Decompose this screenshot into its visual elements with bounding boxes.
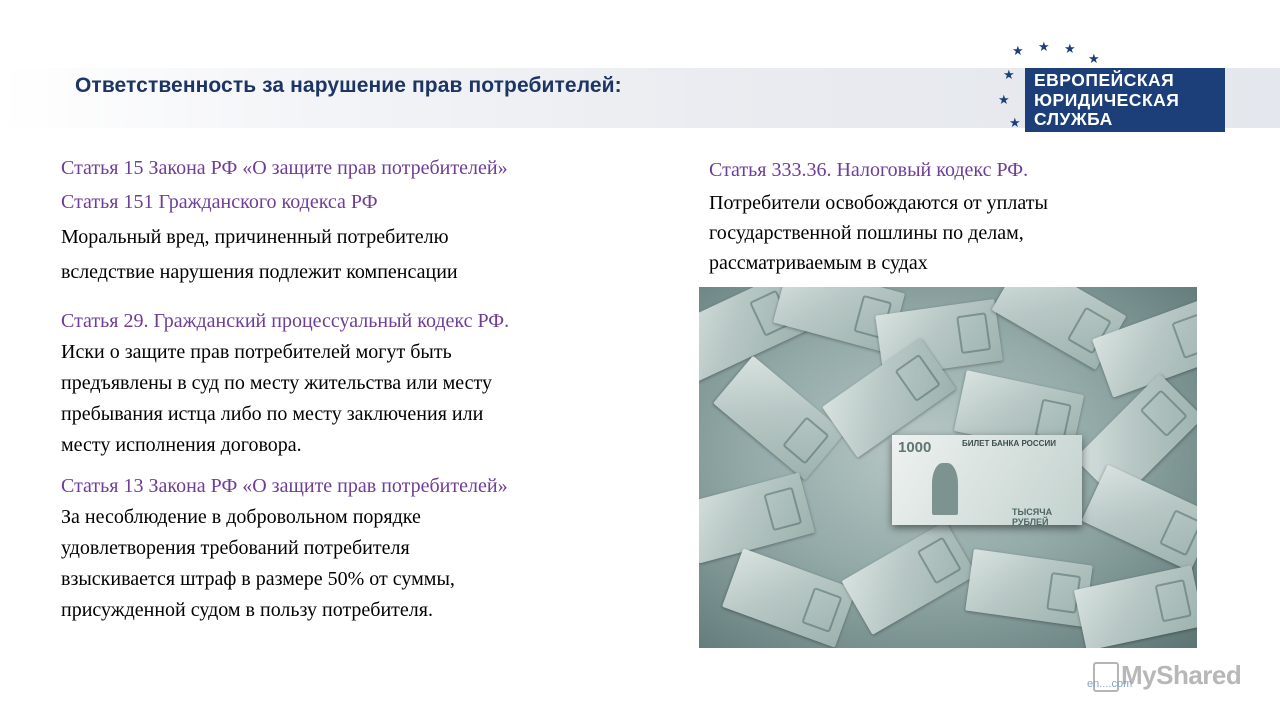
company-logo — [995, 40, 1225, 135]
banknote-bank: БИЛЕТ БАНКА РОССИИ — [962, 439, 1056, 448]
block2-heading: Статья 29. Гражданский процессуальный кодекс РФ. — [61, 310, 510, 332]
monument-icon — [932, 463, 958, 515]
banknote-denomination: 1000 — [898, 439, 932, 456]
banknote-image — [722, 548, 856, 647]
banknote-bottom-text: ТЫСЯЧА РУБЛЕЙ — [1012, 507, 1053, 527]
main-banknote — [892, 435, 1082, 525]
watermark-sub: en....com — [1087, 678, 1133, 690]
block2-body-line: Иски о защите прав потребителей могут быть — [61, 341, 452, 363]
block3-body-line: удовлетворения требований потребителя — [61, 537, 410, 559]
star-icon: ★ — [998, 92, 1010, 107]
block1-body-line: вследствие нарушения подлежит компенсации — [61, 261, 458, 283]
block1-heading2: Статья 151 Гражданского кодекса РФ — [61, 191, 378, 213]
block3-body-line: присужденной судом в пользу потребителя. — [61, 599, 433, 621]
banknotes-photo — [699, 287, 1197, 648]
block2-body-line: пребывания истца либо по месту заключения или — [61, 403, 484, 425]
star-icon: ★ — [1009, 115, 1021, 130]
block3-body-line: За несоблюдение в добровольном порядке — [61, 506, 421, 528]
star-icon: ★ — [1038, 39, 1050, 54]
right-body-line: государственной пошлины по делам, — [709, 222, 1024, 244]
logo-line: ЕВРОПЕЙСКАЯ — [1034, 70, 1175, 90]
block1-body-line: Моральный вред, причиненный потребителю — [61, 226, 449, 248]
block3-heading: Статья 13 Закона РФ «О защите прав потребителей» — [61, 475, 508, 497]
logo-line: СЛУЖБА — [1034, 109, 1113, 129]
banknote-image — [713, 356, 845, 481]
star-icon: ★ — [1003, 67, 1015, 82]
logo-box — [1025, 68, 1225, 132]
banknote-image — [1082, 465, 1197, 572]
left-column — [61, 152, 681, 626]
star-icon: ★ — [1064, 41, 1076, 56]
right-heading: Статья 333.36. Налоговый кодекс РФ. — [709, 159, 1029, 181]
right-body-line: Потребители освобождаются от уплаты — [709, 192, 1048, 214]
watermark — [1085, 658, 1255, 698]
slide-title: Ответственность за нарушение прав потребителей: — [75, 74, 622, 97]
block3-body-line: взыскивается штраф в размере 50% от суммы, — [61, 568, 455, 590]
banknote-image — [842, 521, 977, 635]
block2-body-line: предъявлены в суд по месту жительства или месту — [61, 372, 492, 394]
watermark-text: MyShared — [1121, 660, 1242, 690]
logo-line: ЮРИДИЧЕСКАЯ — [1034, 89, 1180, 110]
right-column — [709, 152, 1189, 278]
banknote-image — [699, 473, 815, 564]
block1-heading1: Статья 15 Закона РФ «О защите прав потребителей» — [61, 157, 508, 179]
banknote-image — [965, 549, 1092, 627]
star-icon: ★ — [1088, 51, 1100, 66]
star-icon: ★ — [1012, 43, 1024, 58]
right-body-line: рассматриваемым в судах — [709, 252, 928, 274]
block2-body-line: месту исполнения договора. — [61, 434, 302, 456]
banknote-image — [1074, 565, 1197, 648]
